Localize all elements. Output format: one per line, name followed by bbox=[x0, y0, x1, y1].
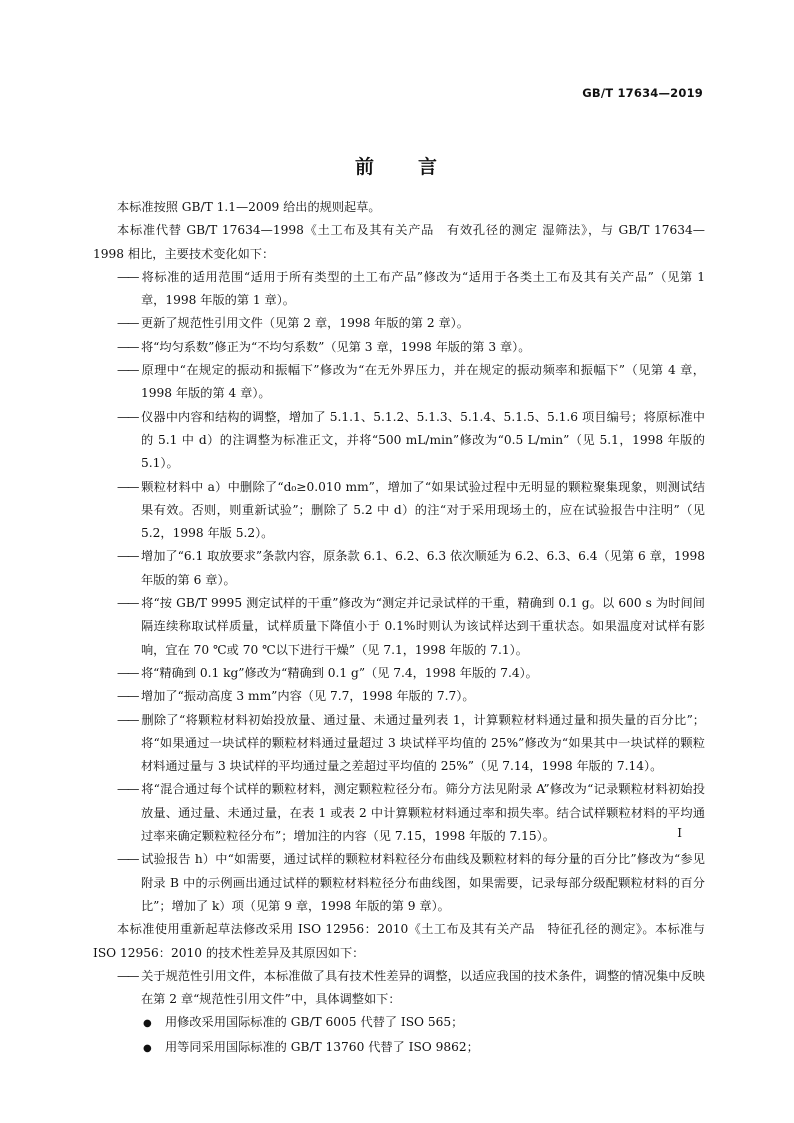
dash-mark: —— bbox=[117, 782, 138, 797]
change-item-text: 试验报告 h）中“如需要，通过试样的颗粒材料粒径分布曲线及颗粒材料的每分量的百分比”修改为“参见附录 B 中的示例画出通过试样的颗粒材料粒径分布曲线图，如果需要，记录每部分级配颗粒材料的百分比”；增加了 k）项（见第 9 章，1998 年版的第 9 章）。 bbox=[141, 852, 705, 913]
change-item bbox=[93, 336, 705, 359]
dash-mark: —— bbox=[117, 968, 138, 983]
change-item-text: 将“混合通过每个试样的颗粒材料，测定颗粒粒径分布。筛分方法见附录 A”修改为“记录颗粒材料初始投放量、通过量、未通过量，在表 1 或表 2 中计算颗粒材料通过率和损失率。结合试样颗粒材料的平均通过率来确定颗粒粒径分布”；增加注的内容（见 7.15，1998 年版的 7.15）。 bbox=[141, 782, 705, 844]
change-item-text: 将“精确到 0.1 kg”修改为“精确到 0.1 g”（见 7.4，1998 年版的 7.4）。 bbox=[141, 665, 538, 680]
paragraph-drafting-rules: 本标准按照 GB/T 1.1—2009 给出的规则起草。 bbox=[117, 200, 381, 214]
dash-mark: —— bbox=[117, 363, 138, 378]
change-item-text: 原理中“在规定的振动和振幅下”修改为“在无外界压力，并在规定的振动频率和振幅下”（见第 4 章，1998 年版的第 4 章）。 bbox=[141, 363, 705, 401]
dash-mark: —— bbox=[117, 596, 138, 611]
change-item bbox=[93, 266, 705, 313]
bullet-dot-icon: ● bbox=[143, 1042, 152, 1054]
change-item-text: 删除了“将颗粒材料初始投放量、通过量、未通过量列表 1，计算颗粒材料通过量和损失量的百分比”；将“如果通过一块试样的颗粒材料通过量超过 3 块试样平均值的 25%”修改为“如果其中一块试样的颗粒材料通过量与 3 块试样的平均通过量之差超过平均值的 25%”（见 7.14，1998 年版的 7.14）。 bbox=[141, 712, 705, 774]
bullet-item bbox=[93, 1011, 705, 1035]
document-code: GB/T 17634—2019 bbox=[582, 86, 703, 100]
change-item-text: 颗粒材料中 a）中删除了“d₀≥0.010 mm”，增加了“如果试验过程中无明显的颗粒聚集现象，则测试结果有效。否则，则重新试验”；删除了 5.2 中 d）的注“对于采用现场土的，应在试验报告中注明”（见 5.2，1998 年版 5.2）。 bbox=[141, 479, 705, 541]
dash-mark: —— bbox=[117, 409, 138, 424]
change-item bbox=[93, 848, 705, 918]
change-item bbox=[93, 359, 705, 406]
difference-item-text: 关于规范性引用文件，本标准做了具有技术性差异的调整，以适应我国的技术条件，调整的情况集中反映在第 2 章“规范性引用文件”中，具体调整如下： bbox=[141, 968, 705, 1007]
document-body bbox=[93, 196, 705, 1060]
paragraph-replacement: 本标准代替 GB/T 17634—1998《土工布及其有关产品 有效孔径的测定 湿筛法》，与 GB/T 17634—1998 相比，主要技术变化如下： bbox=[93, 223, 705, 261]
change-item bbox=[93, 778, 705, 848]
dash-mark: —— bbox=[117, 689, 138, 704]
change-item-text: 增加了“6.1 取放要求”条款内容，原条款 6.1、6.2、6.3 依次顺延为 6.2、6.3、6.4（见第 6 章，1998 年版的第 6 章）。 bbox=[141, 549, 705, 587]
dash-mark: —— bbox=[117, 852, 138, 867]
bullet-item bbox=[93, 1036, 705, 1060]
paragraph-iso-adoption: 本标准使用重新起草法修改采用 ISO 12956：2010《土工布及其有关产品 特征孔径的测定》。本标准与 ISO 12956：2010 的技术性差异及其原因如下： bbox=[93, 922, 705, 960]
change-item-text: 将“均匀系数”修正为“不均匀系数”（见第 3 章，1998 年版的第 3 章）。 bbox=[141, 339, 531, 354]
change-item bbox=[93, 476, 705, 546]
bullet-dot-icon: ● bbox=[143, 1018, 152, 1030]
dash-mark: —— bbox=[117, 549, 138, 564]
change-item bbox=[93, 406, 705, 476]
dash-mark: —— bbox=[117, 479, 138, 494]
change-item-text: 更新了规范性引用文件（见第 2 章，1998 年版的第 2 章）。 bbox=[141, 316, 469, 331]
dash-mark: —— bbox=[117, 316, 138, 331]
difference-item bbox=[93, 965, 705, 1012]
dash-mark: —— bbox=[117, 339, 138, 354]
dash-mark: —— bbox=[117, 665, 138, 680]
change-item-text: 增加了“振动高度 3 mm”内容（见 7.7，1998 年版的 7.7）。 bbox=[141, 689, 475, 704]
page-number: I bbox=[677, 826, 682, 840]
page-title: 前 言 bbox=[354, 156, 439, 178]
change-item bbox=[93, 592, 705, 662]
change-item bbox=[93, 312, 705, 335]
change-item bbox=[93, 662, 705, 685]
bullet-item-text: 用修改采用国际标准的 GB/T 6005 代替了 ISO 565； bbox=[165, 1015, 464, 1030]
change-item-text: 将“按 GB/T 9995 测定试样的干重”修改为“测定并记录试样的干重，精确到 0.1 g。以 600 s 为时间间隔连续称取试样质量，试样质量下降值小于 0.1%时则认为该试样达到干重状态。如果温度对试样有影响，宜在 70 ℃或 70 ℃以下进行干燥”（见 7.1，1998 年版的 7.1）。 bbox=[141, 596, 705, 657]
bullet-item-text: 用等同采用国际标准的 GB/T 13760 代替了 ISO 9862； bbox=[165, 1039, 479, 1054]
change-item bbox=[93, 709, 705, 779]
change-item-text: 将标准的适用范围“适用于所有类型的土工布产品”修改为“适用于各类土工布及其有关产品”（见第 1 章，1998 年版的第 1 章）。 bbox=[141, 269, 705, 308]
dash-mark: —— bbox=[117, 269, 138, 284]
change-item-text: 仪器中内容和结构的调整，增加了 5.1.1、5.1.2、5.1.3、5.1.4、5.1.5、5.1.6 项目编号；将原标准中的 5.1 中 d）的注调整为标准正文，并将“500 mL/min”修改为“0.5 L/min”（见 5.1，1998 年版的 5.1）。 bbox=[141, 409, 705, 471]
dash-mark: —— bbox=[117, 712, 138, 727]
change-item bbox=[93, 545, 705, 592]
change-item bbox=[93, 685, 705, 708]
